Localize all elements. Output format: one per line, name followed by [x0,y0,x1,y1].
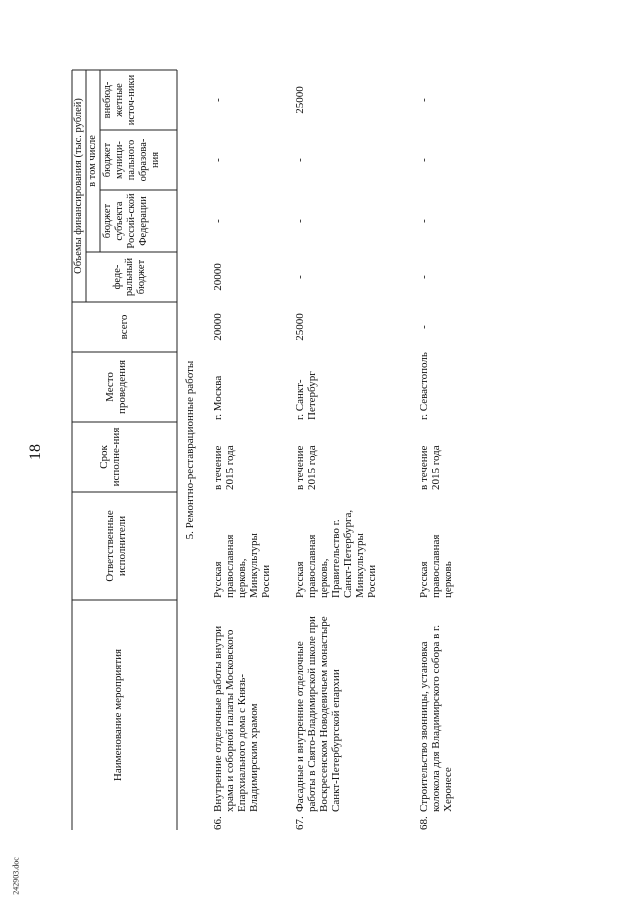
row-exec: Русская православная церковь, Минкультуры России [212,533,272,598]
row-place: г. Санкт-Петербург [294,371,318,420]
row-municipal: - [212,158,224,162]
row-total: 25000 [294,313,306,341]
header-exec: Ответственные исполнители [104,510,128,582]
header-extra: внебюд-жетные источ-ники [102,74,137,126]
row-num: 66. [212,816,224,830]
row-name: Строительство звонницы, установка колокола для Владимирского собора в г. Херонесе [418,624,454,812]
row-exec: Русская православная церковь [418,534,454,598]
header-total: всего [118,314,130,340]
row-num: 68. [418,816,430,830]
row-term: в течение 2015 года [294,445,318,490]
row-exec: Русская православная церковь, Правительство г. Санкт-Петербурга, Минкультуры России [294,509,378,598]
section-title: 5. Ремонтно-реставрационные работы [184,360,196,540]
row-extra: - [212,98,224,102]
page-number: 18 [27,444,44,460]
table-text-layer [72,70,592,830]
header-subject: бюджет субъекта Россий-ской Федерации [102,193,149,249]
row-67 [294,70,404,830]
row-total: 20000 [212,313,224,341]
row-66 [212,70,292,830]
header-name: Наименование мероприятия [112,648,124,782]
row-federal: 20000 [212,263,224,291]
row-name: Фасадные и внутренние отделочные работы в Свято-Владимирской школе при Воскресенском Новодевичьем монастыре Санкт-Петербургской епархии [294,616,342,812]
row-total: - [418,325,430,329]
row-place: г. Севастополь [418,352,430,420]
header-federal: феде-ральный бюджет [112,257,147,297]
row-subject: - [418,219,430,223]
row-subject: - [212,219,224,223]
row-federal: - [418,275,430,279]
row-term: в течение 2015 года [418,445,442,490]
document-id: 242903.doc [11,857,21,895]
header-term: Срок исполне-ния [98,427,122,487]
header-including: в том числе [87,135,98,187]
row-extra: 25000 [294,86,306,114]
header-funding: Объемы финансирования (тыс. рублей) [73,98,84,274]
header-place: Место проведения [104,359,128,415]
row-subject: - [294,219,306,223]
row-place: г. Москва [212,375,224,420]
row-term: в течение 2015 года [212,445,236,490]
row-federal: - [294,275,306,279]
row-68 [418,70,488,830]
row-extra: - [418,98,430,102]
row-municipal: - [294,158,306,162]
header-municipal: бюджет муници-пального образова-ния [102,138,161,182]
row-num: 67. [294,816,306,830]
row-municipal: - [418,158,430,162]
row-name: Внутренние отделочные работы внутри храма и соборной палаты Московского Епархиального дома с Князь-Владимирским храмом [212,625,260,812]
